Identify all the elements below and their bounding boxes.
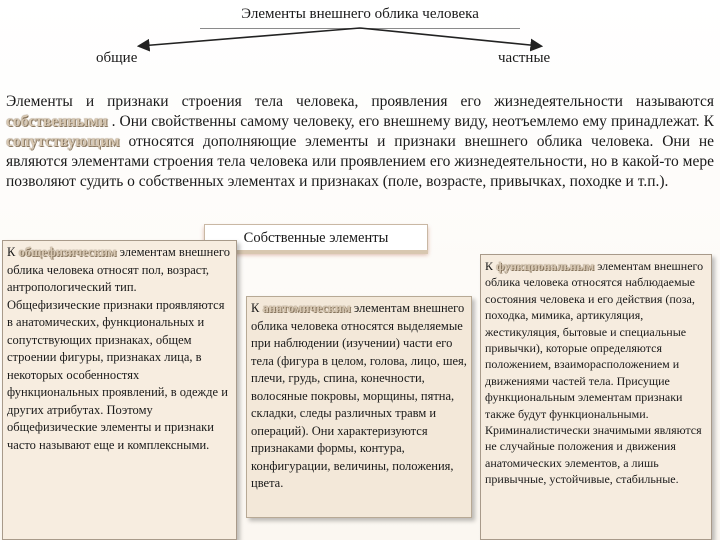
prefix: К [251,301,263,315]
general-physical-column [2,240,237,540]
term-general-physical: общефизическим [18,245,117,259]
functional-text [485,258,707,488]
anatomical-text [251,300,467,493]
term-functional: функциональным [496,259,595,273]
body: элементам внешнего облика человека относятся наблюдаемые состояния человека и его действия (поза, походка, мимика, артикуляция, жестикуляция, бытовые и специальные привычки), которые определяются положением, взаиморасположением и движениями частей тела. Присущие функциональным элементам признаки также будут функциональными. Криминалистически значимыми являются не случайные положения и движения анатомических элементов, а лишь привычные, устойчивые, стабильные. [485,259,704,487]
page-title: Элементы внешнего облика человека [200,0,520,29]
term-own: собственными [6,113,108,130]
header-underline [204,250,428,254]
branch-specific-label: частные [498,50,551,66]
intro-paragraph [6,92,714,192]
prefix: К [7,245,19,259]
arrow-left [140,28,360,46]
prefix: К [485,259,497,273]
term-accompanying: сопутствующим [6,133,120,150]
term-anatomical: анатомическим [262,301,351,315]
body: элементам внешнего облика человека относятся выделяемые при наблюдении (изучении) части его тела (фигура в целом, голова, лицо, шея, плечи, грудь, спина, конечности, волосяные покровы, морщины, пятна, складки, следы различных травм и операций). Они характеризуются признаками формы, контура, конфигурации, величины, положения, цвета. [251,301,467,490]
anatomical-column [246,296,472,518]
intro-text-1: Элементы и признаки строения тела человека, проявления его жизнедеятельности называются [6,93,714,110]
branch-general-label: общие [96,50,138,66]
arrow-right [360,28,540,46]
intro-text-2: . Они свойственны самому человеку, его внешнему виду, неотъемлемо ему принадлежат. К [107,113,714,130]
general-physical-text [7,244,232,454]
own-elements-header: Собственные элементы [204,224,428,252]
intro-text-3: относятся дополняющие элементы и признаки внешнего облика человека. Они не являются элементами строения тела человека или проявлением его жизнедеятельности, но в какой-то мере позволяют судить о собственных элементах и признаках (поле, возрасте, привычках, походке и т.п.). [6,133,714,190]
body: элементам внешнего облика человека относят пол, возраст, антропологический тип. Общефизические признаки проявляются в анатомических, функциональных и сопутствующих признаках, общем строении фигуры, признаках лица, в некоторых особенностях функциональных проявлений, в одежде и других атрибутах. Поэтому общефизические элементы и признаки часто называют еще и комплексными. [7,245,230,452]
functional-column [480,254,712,540]
